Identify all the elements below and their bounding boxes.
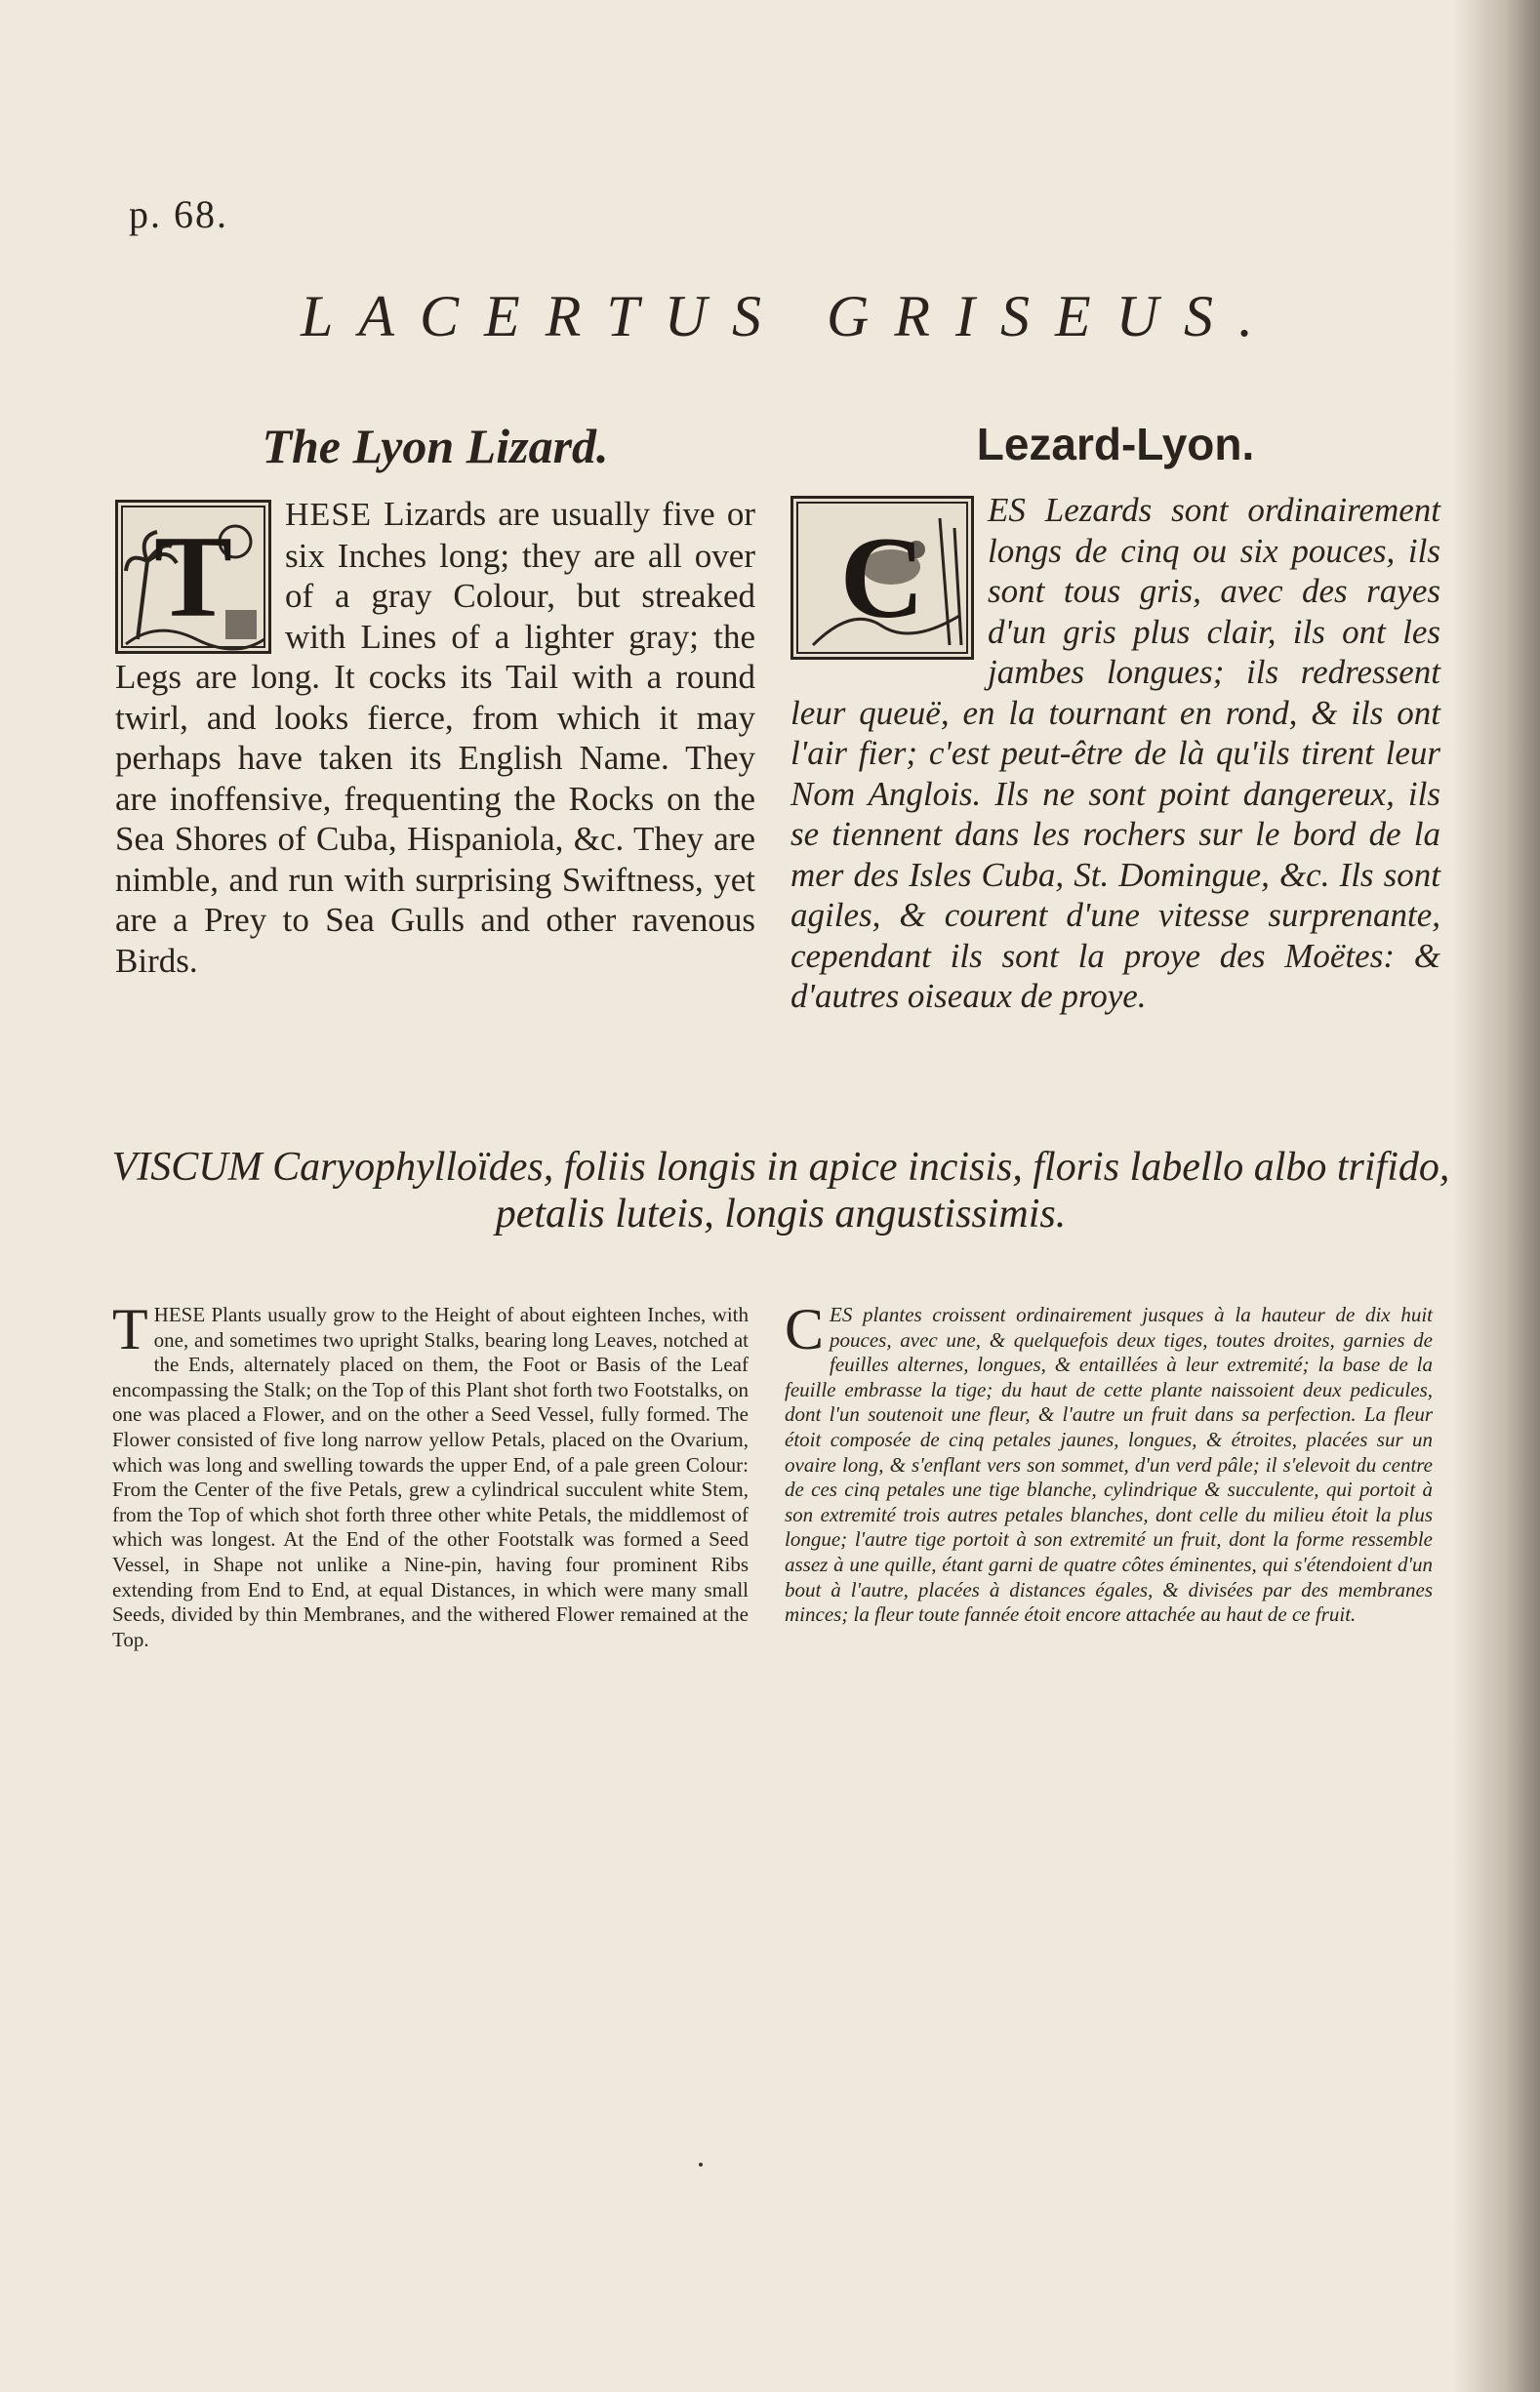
plant-english-body: Plants usually grow to the Height of about eighteen Inches, with one, and sometimes two upright Stalks, bearing long Leaves, notched at the Ends, alternately placed on them, the Foot or Basis of the Leaf encompassing the Stalk; on the Top of this Plant shot forth two Footstalks, on one was placed a Flower, and on the other a Seed Vessel, fully formed. The Flower consisted of five long narrow yellow Petals, placed on the Ovarium, which was long and swelling towards the upper End, of a pale green Colour: From the Center of the five Petals, grew a cylindrical succulent white Stem, from the Top of which shot forth three other white Petals, the middlemost of which was longest. At the End of the other Footstalk was formed a Seed Vessel, in Shape not unlike a Nine-pin, having four prominent Ribs extending from End to End, at equal Distances, in which were many small Seeds, divided by thin Membranes, and the withered Flower remained at the Top. [112, 1303, 749, 1651]
plant-french-paragraph [785, 1297, 1433, 1628]
drop-cap-letter: T [153, 511, 233, 641]
english-paragraph [115, 494, 755, 981]
english-body: Lizards are usually five or six Inches long; they are all over of a gray Colour, but streaked with Lines of a lighter gray; the Legs are long. It cocks its Tail with a round twirl, and looks fierce, from which it may perhaps have taken its English Name. They are inoffensive, frequenting the Rocks on the Sea Shores of Cuba, Hispaniola, &c. They are nimble, and run with surprising Swiftness, yet are a Prey to Sea Gulls and other ravenous Birds. [115, 495, 755, 980]
page-edge-shadow [1452, 0, 1540, 2392]
plant-english-paragraph [112, 1297, 749, 1652]
drop-cap-letter: C [839, 512, 925, 642]
first-word: HESE [285, 497, 372, 533]
ink-speck [699, 2163, 703, 2167]
first-word: ES [988, 491, 1026, 529]
plant-title-line-2: petalis luteis, longis angustissimis. [495, 1192, 1067, 1237]
plant-french-body: plantes croissent ordinairement jusques à la hauteur de dix huit pouces, avec une, & quelquefois deux tiges, toutes droites, garnies de feuilles alternes, longues, & entaillées à leur extremité; la base de la feuille embrasse la tige; du haut de cette plante naissoient deux pedicules, dont l'un soutenoit une fleur, & l'autre un fruit dans sa perfection. La fleur étoit composée de cinq petales jaunes, longues, & étroites, placées sur un ovaire long, & s'enflant vers son sommet, d'un verd pâle; il s'elevoit du centre de ces cinq petales une tige blanche, cylindrique & succulente, qui portoit à son extremité trois autres petales blanches, dont celle du milieu étoit la plus longue; l'autre tige portoit à son extremité un fruit, dont la forme ressemble assez à une quille, étant garni de quatre côtes éminentes, qui s'étendoient d'un bout à l'autre, placées à distances égales, & divisées par des membranes minces; la fleur toute fannée étoit encore attachée au haut de ce fruit. [785, 1303, 1433, 1627]
main-title: LACERTUS GRISEUS. [301, 284, 1278, 348]
first-word: ES [830, 1303, 853, 1326]
plant-title [98, 1144, 1464, 1237]
english-column [115, 418, 755, 981]
french-heading: Lezard-Lyon. [976, 419, 1255, 469]
french-column [790, 418, 1440, 1017]
plant-title-line-1: VISCUM Caryophylloïdes, foliis longis in apice incisis, floris labello albo trifido, [111, 1145, 1450, 1190]
english-heading: The Lyon Lizard. [262, 419, 609, 473]
first-word: HESE [153, 1303, 206, 1326]
french-body: Lezards sont ordinairement longs de cinq ou six pouces, ils sont tous gris, avec des rayes d'un gris plus clair, ils ont les jambes longues; ils redressent leur queuë, en la tournant en rond, & ils ont l'air fier; c'est peut-être de là qu'ils tirent leur Nom Anglois. Ils ne sont point dangereux, ils se tiennent dans les rochers sur le bord de la mer des Isles Cuba, St. Domingue, &c. Ils sont agiles, & courent d'une vitesse surprenante, cependant ils sont la proye des Moëtes: & d'autres oiseaux de proye. [790, 491, 1440, 1015]
drop-cap-t-ornament [115, 500, 271, 654]
small-drop-cap: T [112, 1297, 148, 1361]
small-drop-cap: C [785, 1297, 825, 1361]
french-paragraph [790, 490, 1440, 1017]
drop-cap-c-ornament [790, 496, 974, 660]
page-number: p. 68. [129, 192, 228, 236]
